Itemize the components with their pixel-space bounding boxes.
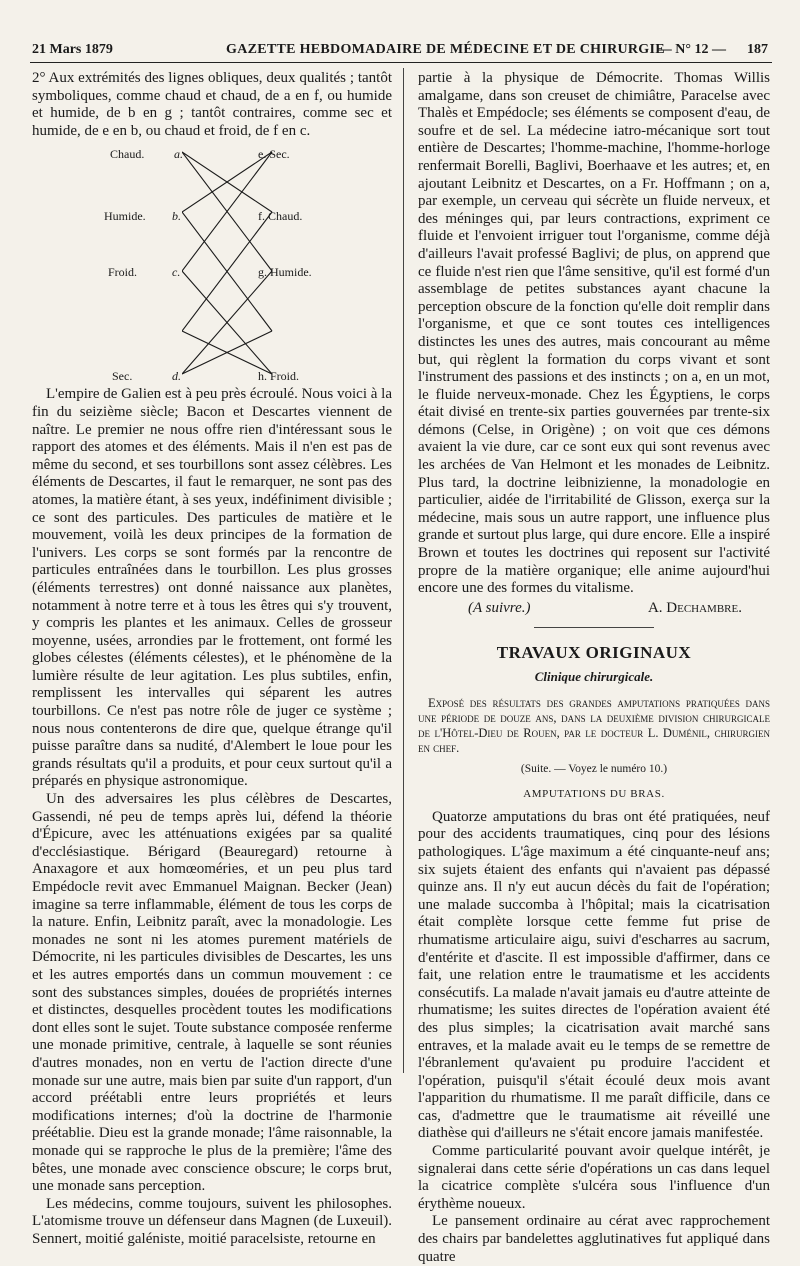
pansement-paragraph: Le pansement ordinaire au cérat avec rapprochement des chairs par bandelettes agglutinatives fut appliqué dans quatre <box>418 1213 770 1265</box>
label-a: a. <box>174 147 183 162</box>
label-f: f. Chaud. <box>258 209 303 224</box>
label-h: h. Froid. <box>258 369 300 384</box>
header-title: GAZETTE HEBDOMADAIRE DE MÉDECINE ET DE CHIRURGIE <box>226 42 665 57</box>
particularite-paragraph: Comme particularité pouvant avoir quelque intérêt, je signalerai dans cette série d'opérations un cas dans lequel la cicatrice complète s'ulcéra sous l'influence d'un érythème noueux. <box>418 1143 770 1212</box>
header-issue: — N° 12 — <box>657 42 726 57</box>
elements-diagram <box>32 146 392 382</box>
header-page: 187 <box>747 42 768 57</box>
medecins-paragraph: Les médecins, comme toujours, suivent les philosophes. L'atomisme trouve un défenseur dans Magnen (de Luxeuil). Sennert, moitié galéniste, moitié paracelsiste, retourne en <box>32 1195 392 1247</box>
left-column <box>32 70 392 1248</box>
header-issue-page <box>658 42 768 58</box>
label-e: e. Sec. <box>258 147 290 162</box>
article-signoff <box>418 600 770 618</box>
a-suivre: (A suivre.) <box>468 599 531 616</box>
label-humide-left: Humide. <box>104 209 146 224</box>
intro-paragraph: 2° Aux extrémités des lignes obliques, deux qualités ; tantôt symboliques, comme chaud et chaud, de a en f, ou humide et humide, de b en g ; tantôt contraires, comme sec et humide, de e en b, ou chaud et froid, de f en c. <box>32 70 392 139</box>
label-d: d. <box>172 369 181 384</box>
willis-paragraph: partie à la physique de Démocrite. Thomas Willis amalgame, dans son creuset de chimiâtre, Paracelse avec Thalès et Empédocle; ses éléments se composent d'eau, de soufre et de sel. La médecine iatro-mécanique sort tout entière de Descartes; l'homme-machine, l'homme-horloge renfermait Borelli, Baglivi, Boerhaave et les autres; et, en ajoutant Leibnitz et Descartes, on a Fr. Hoffmann ; on a, par exemple, un cerveau qui sécrète un fluide nerveux, et des méninges qui, par leurs contractions, expriment ce fluide et l'envoient irriguer tout l'organisme, comme déjà d'ailleurs l'avait professé Baglivi; de plus, on apprend que ce fluide n'est rien que l'âme sensitive, qu'il est formé d'un assemblage de petites substances ayant chacune la perception obscure de la fonction qu'elle doit remplir dans l'organisme, et que ce sont toutes ces intelligences distinctes les unes des autres, mais concourant au même but, qui règlent la formation du corps vivant et sont l'instrument des passions et des instincts ; on a, en un mot, le fluide nerveux-monade. Chez les Égyptiens, le corps était divisé en trente-six parties gouvernées par trente-six démons (Celse, in Origène) ; on voit que ces démons avaient la vie dure, car ce sont eux qui sont revenus avec les archées de Van Helmont et les monades de Leibnitz. Plus tard, la doctrine leibnizienne, la monadologie en particulier, aidée de l'irritabilité de Glisson, exerça sur la médecine, mais sous un autre rapport, une influence plus grande et surtout plus large, qui dure encore. Elle a inspiré Brown et toutes les doctrines qui reposent sur l'activité propre de la matière organique; elle anime aujourd'hui encore une des formes du vitalisme. <box>418 70 770 597</box>
header-date: 21 Mars 1879 <box>32 42 113 57</box>
galien-paragraph: L'empire de Galien est à peu près écroulé. Nous voici à la fin du seizième siècle; Bacon et Descartes viennent de naître. Le premier ne nous offre rien d'intéressant sous le rapport des atomes et des éléments. Mais il n'en est pas de même du second, et ses tourbillons sont assez célèbres. Les éléments de Descartes, il faut le remarquer, ne sont pas des atomes, la matière étant, à ses yeux, indéfiniment divisible ; ce sont des particules. Des particules de matière et le mouvement, voilà les deux principes de la formation de l'univers. Les corps se sont formés par la rencontre de particules entraînées dans le tourbillon. Les plus grosses (éléments terrestres) ont donné naissance aux planètes, notamment à notre terre et à tous les êtres qui s'y trouvent, y compris les plantes et les animaux. Celles de grosseur moyenne, usées, arrondies par le frottement, ont formé les globes célestes (éléments célestes), et le phénomène de la lumière résulte de leur agitation. Les plus subtiles, enfin, remplissent les intervalles qui séparent les autres tourbillons. Ce n'est pas notre rôle de juger ce système ; nous nous contenterons de dire que, quelque étrange qu'il puisse paraître dans sa nudité, d'Alembert le loue pour les grands résultats qu'il a produits, et pour ceux surtout qu'il a préparés en physique astronomique. <box>32 386 392 790</box>
gassendi-paragraph: Un des adversaires les plus célèbres de Descartes, Gassendi, né peu de temps après lui, défend la théorie d'Épicure, avec les atténuations exigées par sa qualité d'ecclésiastique. Bérigard (Beauregard) retourne à Anaxagore et aux homœoméries, et un peu plus tard Empédocle revit avec Emmanuel Maignan. Becker (Jean) imagine sa terre inflammable, élément de tous les corps de la nature. Enfin, Leibnitz paraît, avec la monadologie. Les monades ne sont ni les atomes purement matériels de Démocrite, ni les particules divisibles de Descartes, les uns et les autres emportés dans un commun mouvement : ce sont des substances simples, douées de propriétés internes et distinctes, desquelles procèdent toutes les modifications dont elles sont le sujet. Toute substance composée renferme une monade primitive, centrale, à laquelle se sont réunies d'autres monades, non en vertu de l'action directe d'une monade sur une autre, mais bien par suite d'un rapport, d'un accord préétabli entre leurs propriétés et leurs modifications internes; d'où la doctrine de l'harmonie préétablie. Dieu est la grande monade; l'âme raisonnable, la monade qui se rapproche le plus de la première; l'âme des bêtes, une monade avec conscience obscure; le corps brut, une monade sans perception. <box>32 791 392 1195</box>
label-c: c. <box>172 265 181 280</box>
label-froid-left: Froid. <box>108 265 138 280</box>
column-divider <box>403 68 404 1073</box>
label-b: b. <box>172 209 181 224</box>
sub-heading: AMPUTATIONS DU BRAS. <box>523 788 665 801</box>
section-subtitle: Clinique chirurgicale. <box>534 669 654 684</box>
article-abstract: Exposé des résultats des grandes amputations pratiquées dans une période de douze ans, dans la deuxième division chirurgicale de l'Hôtel-Dieu de Rouen, par le docteur L. Duménil, chirurgien en chef. <box>418 695 770 755</box>
amputations-paragraph: Quatorze amputations du bras ont été pratiquées, neuf pour des accidents traumatiques, cinq pour des lésions pathologiques. L'âge maximum a été cinquante-neuf ans; six sujets étaient des enfants qui n'avaient pas dépassé quinze ans. Il n'y eut aucun décès du fait de l'opération; une malade succomba à l'hôpital; mais la cicatrisation était complète lorsque cette femme fut prise de rhumatisme articulaire aigu, suivi d'escharres au sacrum, d'entérite et d'ascite. Il est impossible d'affirmer, dans ce fait, une relation entre le traumatisme et les accidents consécutifs. La malade n'avait jamais eu d'autre atteinte de rhumatisme; les suites directes de l'opération avaient été des plus simples; la cicatrisation avait marché sans entraves, et la malade avait eu le temps de se remettre de l'ébranlement qu'avaient pu produire l'accident et l'opération, puisqu'il s'était écoulé deux mois avant l'apparition du rhumatisme. Il me paraît difficile, dans ce cas, d'admettre que le traumatisme ait réveillé une diathèse qui d'ailleurs ne s'était encore jamais manifestée. <box>418 808 770 1142</box>
running-header <box>30 40 772 63</box>
label-chaud-left: Chaud. <box>110 147 145 162</box>
section-rule <box>534 627 654 628</box>
author-signature: A. Dechambre. <box>647 599 742 616</box>
suite-note: (Suite. — Voyez le numéro 10.) <box>520 762 668 775</box>
label-g: g. Humide. <box>258 265 312 280</box>
section-title: TRAVAUX ORIGINAUX <box>496 643 692 663</box>
label-sec-left: Sec. <box>112 369 133 384</box>
